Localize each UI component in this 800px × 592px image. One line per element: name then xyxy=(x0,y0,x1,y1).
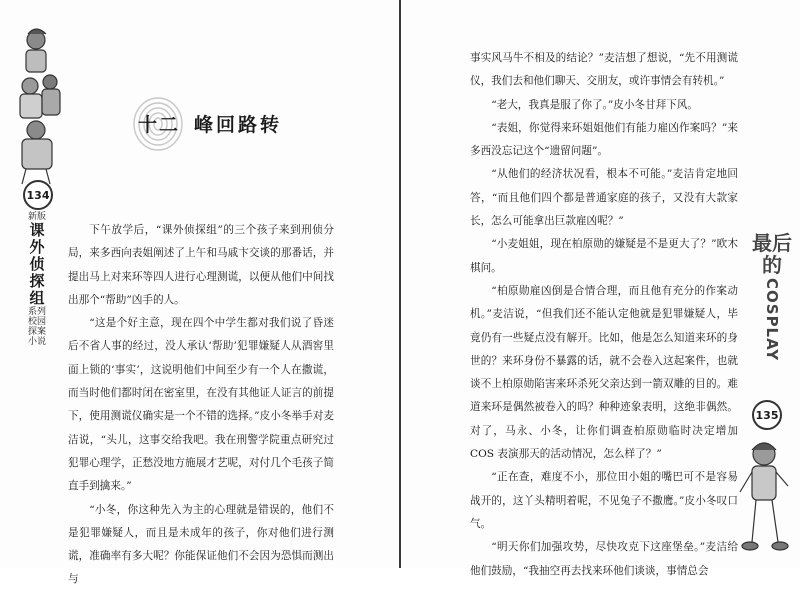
left-body-text xyxy=(68,219,334,592)
right-page xyxy=(401,0,800,577)
page-number-left: 134 xyxy=(23,180,53,210)
chapter-title: 峰回路转 xyxy=(194,114,283,136)
paragraph: “老大，我真是服了你了。”皮小冬甘拜下风。 xyxy=(491,98,698,111)
boy-illustration xyxy=(734,438,794,558)
series-title xyxy=(26,212,48,347)
chapter-heading xyxy=(86,96,326,152)
page-number-right: 135 xyxy=(752,400,782,430)
book-title-vertical xyxy=(752,232,792,361)
paragraph: “正在查，难度不小，那位田小姐的嘴巴可不是容易战开的，这丫头精明着呢，不见兔子不撒鹰。”皮小冬叹口气。 xyxy=(470,471,738,530)
paragraph: “小冬，你这种先入为主的心理就是错误的，他们不是犯罪嫌疑人，而且是未成年的孩子，你对他们进行测谎，准确率有多大呢？你能保证他们不会因为恐惧而测出与 xyxy=(68,503,334,586)
paragraph: “小麦姐姐，现在柏原勋的嫌疑是不是更大了？”欧木棋问。 xyxy=(470,238,738,274)
series-name: 课外侦探组 xyxy=(29,221,45,307)
paragraph: “从他们的经济状况看，根本不可能。”麦洁肯定地回答，“而且他们四个都是普通家庭的孩子，又没有大款家长，怎么可能拿出巨款雇凶呢？” xyxy=(470,168,738,228)
book-title-zh: 最后的 xyxy=(752,231,792,277)
paragraph: “明天你们加强攻势，尽快攻克下这座堡垒。”麦洁给他们鼓励，“我抽空再去找来环他们谈谈，事情总会 xyxy=(470,541,738,577)
characters-illustration xyxy=(6,26,68,186)
series-edition: 新版 xyxy=(27,212,46,222)
book-title-en: COSPLAY xyxy=(763,278,781,362)
left-page xyxy=(0,0,399,586)
paragraph: “这是个好主意，现在四个中学生都对我们说了昏迷后不省人事的经过，没人承认‘帮助’犯罪嫌疑人从酒窖里面上锁的‘事实’，这说明他们中间至少有一个人在撒谎，而当时他们都时闭在密室里，在没有其他证人证言的前提下，使用测谎仪确实是一个不错的选择。”皮小冬举手对麦洁说，“头儿，这事交给我吧。我在刑警学院重点研究过犯罪心理学，正愁没地方施展才艺呢，对付几个毛孩子简直手到擒来。” xyxy=(68,317,334,493)
paragraph: “表姐，你觉得来环姐姐他们有能力雇凶作案吗？”来多西没忘记这个“遗留问题”。 xyxy=(470,121,738,158)
chapter-number: 十二 xyxy=(138,114,181,136)
paragraph: 事实风马牛不相及的结论？”麦洁想了想说，“先不用测谎仪，我们去和他们聊天、交朋友，或许事情会有转机。” xyxy=(470,52,738,88)
right-body-text xyxy=(470,47,738,583)
paragraph: “柏原勋雇凶倒是合情合理，而且他有充分的作案动机。”麦洁说，“但我们还不能认定他就是犯罪嫌疑人，毕竟仍有一些疑点没有解开。比如，他是怎么知道来环的身世的？来环身份不暴露的话，就不会卷入这起案件，也就谈不上柏原勋陷害来环杀死父亲达到一箭双雕的目的。难道来环是偶然被卷入的吗？种种迹象表明，这绝非偶然。对了，马永、小冬，让你们调查柏原勋临时决定增加 COS 表演那天的活动情况，怎么样了？” xyxy=(470,284,738,461)
paragraph: 下午放学后，“课外侦探组”的三个孩子来到刑侦分局，来多西向表姐阐述了上午和马戚卞交谈的那番话，并提出马上对来环等四人进行心理测谎，以便从他们中间找出那个“帮助”凶手的人。 xyxy=(68,224,334,306)
series-subtitle: 系列校园探案小说 xyxy=(27,307,46,347)
